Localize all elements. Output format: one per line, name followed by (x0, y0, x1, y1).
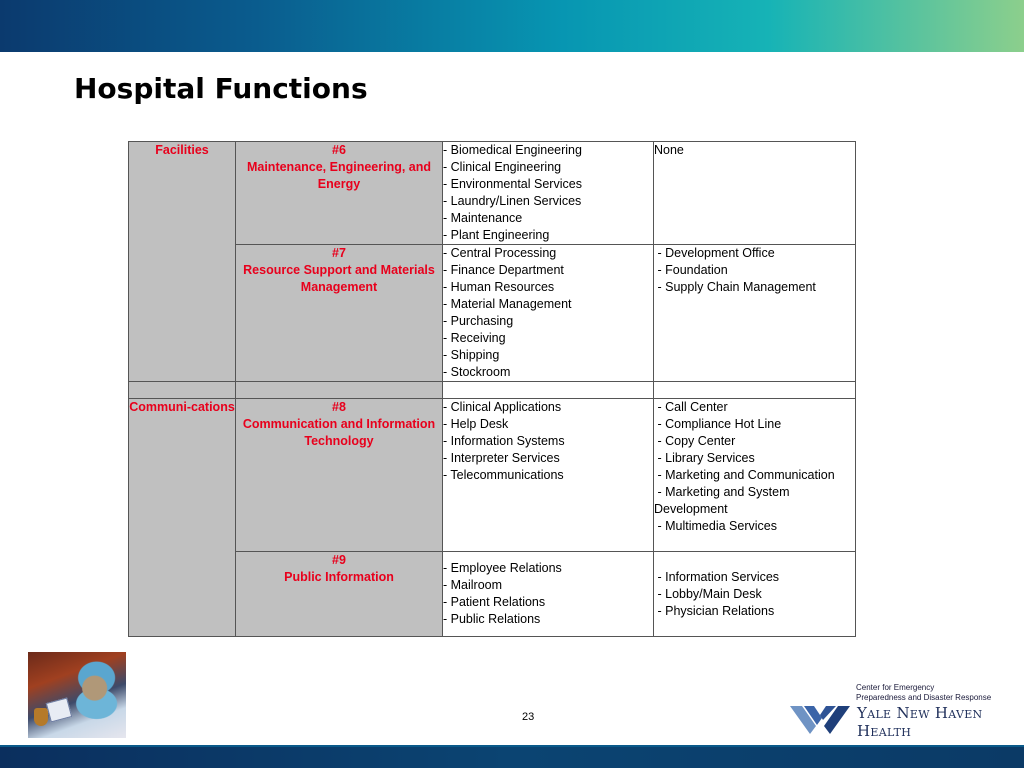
internal-list-cell (443, 245, 654, 382)
list-item: - Human Resources (443, 280, 555, 294)
logo-name-line: Yale New Haven (857, 704, 983, 722)
table-row (129, 552, 856, 637)
id-card-graphic (46, 697, 72, 722)
list-item: - Shipping (443, 348, 500, 362)
list-item: - Help Desk (443, 417, 509, 431)
logo-name (857, 704, 982, 740)
list-item: - Environmental Services (443, 177, 582, 191)
category-label: Facilities (155, 143, 209, 157)
list-item: - Call Center (654, 400, 728, 414)
function-name: Resource Support and Materials Management (243, 263, 435, 294)
list-item: - Clinical Engineering (443, 160, 562, 174)
list-item: - Maintenance (443, 211, 523, 225)
logo-tagline-line: Center for Emergency (856, 683, 935, 692)
list-item: - Biomedical Engineering (443, 143, 582, 157)
category-cell (129, 142, 236, 382)
logo-tagline-line: Preparedness and Disaster Response (856, 692, 992, 702)
list-item: - Receiving (443, 331, 506, 345)
function-name: Maintenance, Engineering, and Energy (246, 160, 432, 191)
list-item: - Finance Department (443, 263, 564, 277)
spacer-cell (129, 382, 236, 399)
external-list-cell (654, 552, 856, 637)
internal-list-cell (443, 399, 654, 552)
hospital-functions-table (128, 141, 856, 637)
list-item: - Multimedia Services (654, 519, 777, 533)
function-number: #7 (332, 246, 346, 260)
list-item: - Central Processing (443, 246, 557, 260)
table-row (129, 399, 856, 552)
function-cell (236, 552, 443, 637)
function-number: #6 (332, 143, 346, 157)
spacer-cell (236, 382, 443, 399)
function-number: #9 (332, 553, 346, 567)
list-item: - Marketing and Communication (654, 468, 835, 482)
header-band (0, 0, 1024, 52)
list-item: - Lobby/Main Desk (654, 586, 762, 601)
list-item: - Plant Engineering (443, 228, 550, 242)
table-row (129, 245, 856, 382)
list-item: - Patient Relations (443, 595, 546, 609)
ynhh-wing-icon (788, 702, 852, 736)
function-cell (236, 399, 443, 552)
spacer-cell (443, 382, 654, 399)
list-item: - Information Systems (443, 434, 565, 448)
list-item: - Material Management (443, 297, 572, 311)
function-name: Communication and Information Technology (242, 417, 436, 448)
list-item: - Physician Relations (654, 603, 775, 618)
list-item: - Information Services (654, 569, 780, 584)
medical-staff-photo (28, 652, 126, 738)
function-cell (236, 142, 443, 245)
list-item: - Laundry/Linen Services (443, 194, 582, 208)
function-cell (236, 245, 443, 382)
list-item: - Compliance Hot Line (654, 417, 782, 431)
page-number: 23 (522, 711, 535, 723)
list-item: - Development Office (654, 246, 775, 260)
ynhh-logo (788, 680, 998, 740)
list-item: - Employee Relations (443, 561, 562, 575)
list-item: - Public Relations (443, 612, 541, 626)
spacer-cell (654, 382, 856, 399)
list-item: - Marketing and System Development (654, 485, 793, 516)
internal-list-cell (443, 552, 654, 637)
external-list-cell (654, 142, 856, 245)
footer-band (0, 745, 1024, 768)
spacer-row (129, 382, 856, 399)
logo-name-line: Health (857, 722, 912, 740)
list-item: - Telecommunications (443, 468, 564, 482)
list-item: - Stockroom (443, 365, 511, 379)
category-cell (129, 399, 236, 637)
list-item: - Foundation (654, 263, 728, 277)
table-row (129, 142, 856, 245)
function-name: Public Information (284, 570, 394, 584)
external-list-cell (654, 245, 856, 382)
internal-list-cell (443, 142, 654, 245)
function-number: #8 (332, 400, 346, 414)
slide-title: Hospital Functions (74, 72, 368, 105)
list-item: - Interpreter Services (443, 451, 560, 465)
logo-tagline (856, 683, 991, 702)
flask-graphic (34, 708, 48, 726)
list-item: - Purchasing (443, 314, 514, 328)
external-list-cell (654, 399, 856, 552)
list-item: None (654, 143, 684, 157)
list-item: - Library Services (654, 451, 755, 465)
list-item: - Mailroom (443, 578, 503, 592)
list-item: - Supply Chain Management (654, 280, 816, 294)
list-item: - Copy Center (654, 434, 736, 448)
category-label: Communi-cations (129, 400, 235, 414)
list-item: - Clinical Applications (443, 400, 562, 414)
